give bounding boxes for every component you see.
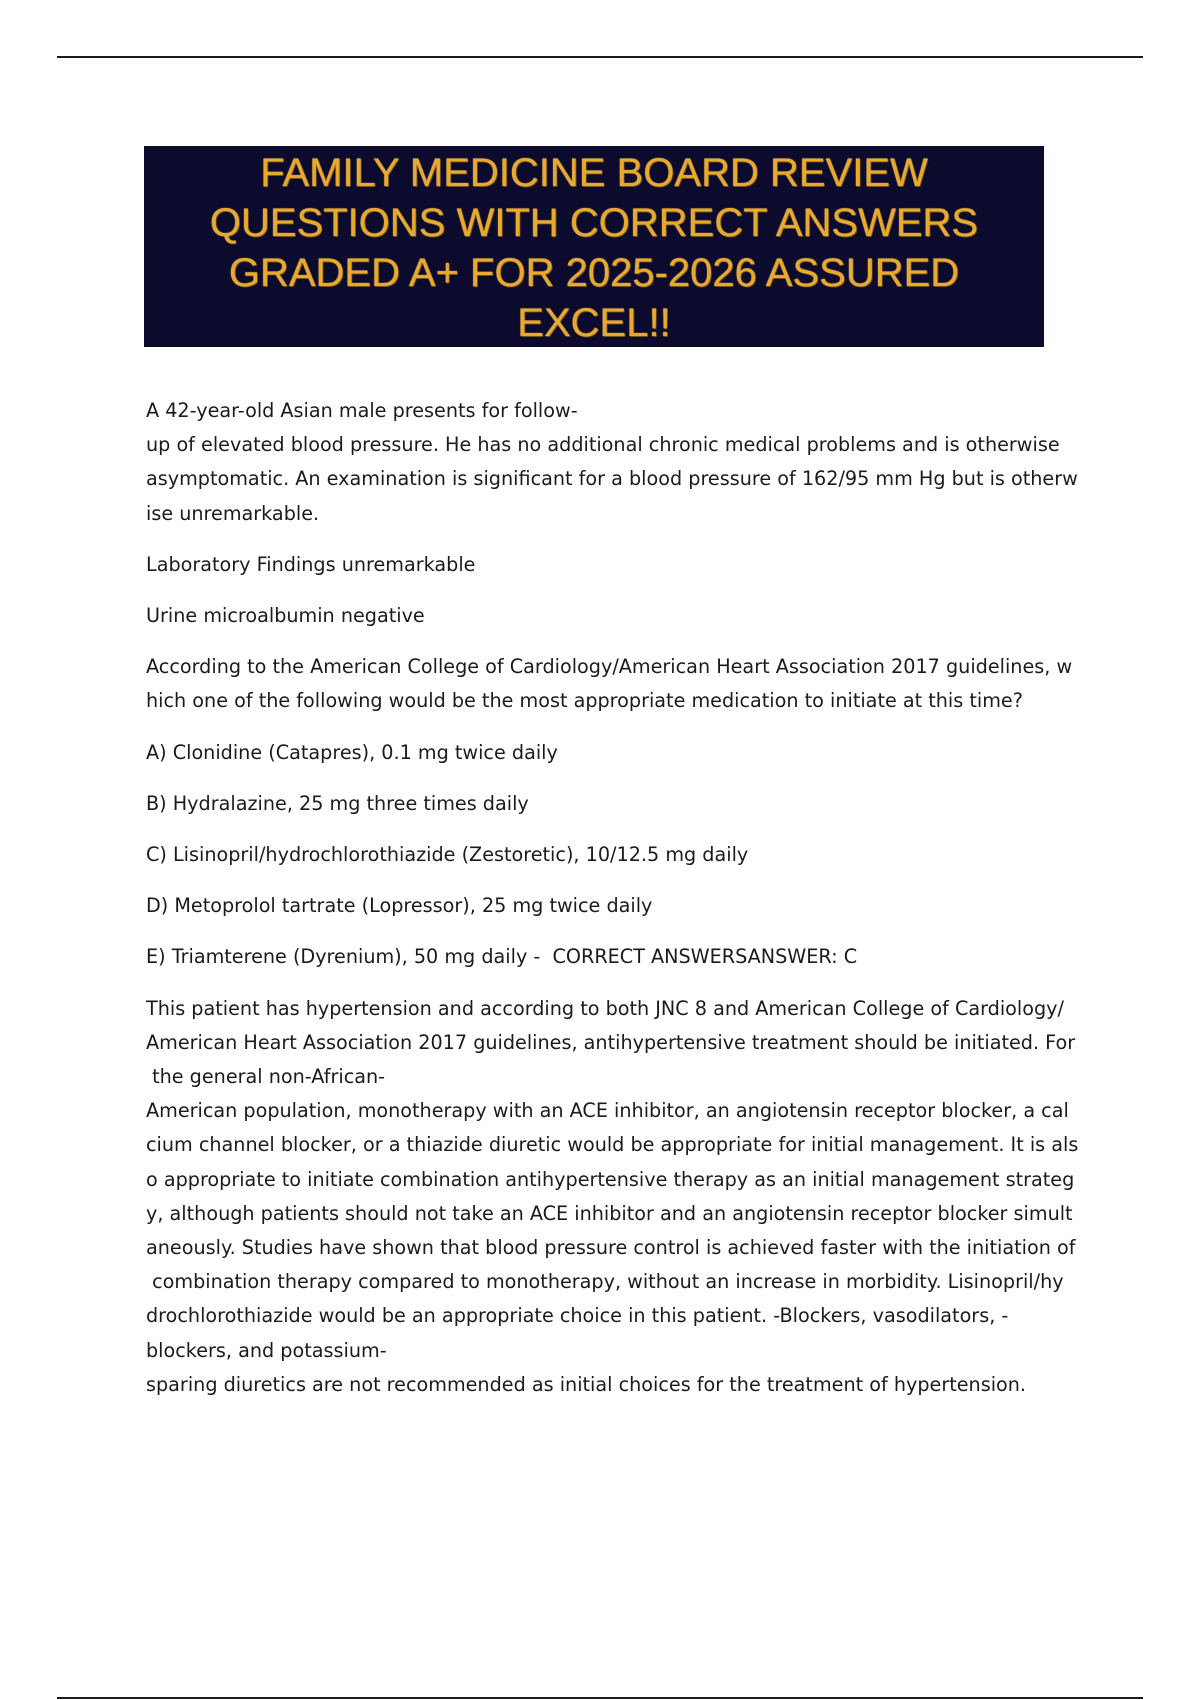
lab-findings-paragraph [146,548,1106,582]
title-line: GRADED A+ FOR 2025-2026 ASSURED [228,251,960,295]
text-line: ise unremarkable. [146,501,320,525]
bottom-rule [57,1697,1143,1699]
text-line: D) Metoprolol tartrate (Lopressor), 25 mg twice daily [146,894,653,918]
question-paragraph [146,650,1106,718]
explanation-paragraph [146,992,1106,1402]
text-line: y, although patients should not take an ACE inhibitor and an angiotensin receptor blocker simult [146,1201,1073,1225]
text-line: American Heart Association 2017 guidelines, antihypertensive treatment should be initiated. For [146,1030,1076,1054]
title-line: EXCEL!! [517,301,671,345]
text-line: Laboratory Findings unremarkable [146,552,476,576]
answer-option-a [146,736,1106,770]
answer-option-c [146,838,1106,872]
title-banner [144,146,1044,347]
text-line: up of elevated blood pressure. He has no additional chronic medical problems and is otherwise [146,433,1060,457]
text-line: E) Triamterene (Dyrenium), 50 mg daily - CORRECT ANSWERSANSWER: C [146,945,858,969]
text-line: blockers, and potassium- [146,1338,387,1362]
text-line: This patient has hypertension and according to both JNC 8 and American College of Cardiology/ [146,996,1064,1020]
text-line: drochlorothiazide would be an appropriate choice in this patient. -Blockers, vasodilators, - [146,1304,1009,1328]
case-stem-paragraph [146,394,1106,531]
title-line: QUESTIONS WITH CORRECT ANSWERS [209,201,979,245]
answer-option-e [146,940,1106,974]
text-line: Urine microalbumin negative [146,604,425,628]
text-line: American population, monotherapy with an ACE inhibitor, an angiotensin receptor blocker, a cal [146,1099,1069,1123]
answer-option-b [146,787,1106,821]
text-line: asymptomatic. An examination is significant for a blood pressure of 162/95 mm Hg but is otherw [146,467,1078,491]
text-line: C) Lisinopril/hydrochlorothiazide (Zestoretic), 10/12.5 mg daily [146,843,749,867]
text-line: cium channel blocker, or a thiazide diuretic would be appropriate for initial management. It is als [146,1133,1079,1157]
text-line: aneously. Studies have shown that blood pressure control is achieved faster with the initiation of [146,1236,1076,1260]
text-line: sparing diuretics are not recommended as initial choices for the treatment of hypertension. [146,1372,1027,1396]
text-line: combination therapy compared to monotherapy, without an increase in morbidity. Lisinopril/hy [146,1270,1064,1294]
title-line: FAMILY MEDICINE BOARD REVIEW [260,151,928,195]
text-line: A) Clonidine (Catapres), 0.1 mg twice daily [146,740,558,764]
text-line: the general non-African- [146,1065,386,1089]
document-body [146,394,1106,1419]
text-line: According to the American College of Cardiology/American Heart Association 2017 guidelines, w [146,655,1073,679]
answer-option-d [146,889,1106,923]
text-line: hich one of the following would be the most appropriate medication to initiate at this time? [146,689,1023,713]
top-rule [57,56,1143,58]
text-line: B) Hydralazine, 25 mg three times daily [146,791,529,815]
urine-result-paragraph [146,599,1106,633]
text-line: A 42-year-old Asian male presents for follow- [146,399,578,422]
text-line: o appropriate to initiate combination antihypertensive therapy as an initial management strateg [146,1167,1075,1191]
